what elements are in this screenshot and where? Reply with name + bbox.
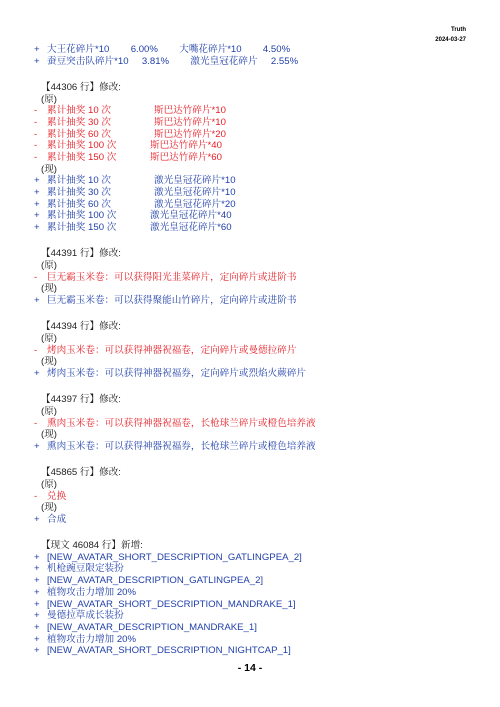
line-text: 烤肉玉米卷：可以获得神器祝福卷，定向碎片或曼德拉碎片: [47, 344, 297, 356]
diff-marker: -: [34, 417, 38, 429]
added-line: [34, 441, 474, 453]
line-text: 【44391 行】修改:: [41, 248, 121, 260]
diff-marker: +: [34, 610, 40, 622]
diff-marker: +: [34, 586, 40, 598]
line-text: (现): [41, 429, 57, 441]
reward-text: 斯巴达竹碎片*10: [154, 116, 226, 128]
removed-line: [34, 152, 474, 164]
diff-marker: +: [34, 55, 40, 67]
line-text: 【45865 行】修改:: [41, 467, 121, 479]
added-line: [34, 222, 474, 234]
reward-text: 激光皇冠花碎片*60: [150, 222, 232, 234]
line-text: [NEW_AVATAR_SHORT_DESCRIPTION_GATLINGPEA_2]: [47, 551, 302, 563]
diff-marker: +: [34, 368, 40, 379]
section-heading: [34, 467, 474, 479]
line-text: 熏肉玉米卷：可以获得神器祝福卷，长枪球兰碎片或橙色培养液: [47, 417, 316, 429]
removed-line: [34, 272, 474, 284]
line-text: 【44397 行】修改:: [41, 394, 121, 406]
document-date: 2024-03-27: [435, 37, 466, 43]
line-text: 累计抽奖 100 次: [47, 210, 117, 222]
context-line: [34, 260, 474, 272]
context-line: [34, 94, 474, 106]
removed-line: [34, 418, 474, 430]
reward-text: 斯巴达竹碎片*10: [154, 105, 226, 117]
line-text: (现): [41, 283, 57, 295]
line-text: [NEW_AVATAR_DESCRIPTION_GATLINGPEA_2]: [47, 575, 264, 587]
added-line: [34, 563, 474, 575]
added-line: [34, 552, 474, 564]
line-text: (现): [41, 163, 57, 175]
line-text: 累计抽奖 60 次: [47, 198, 111, 210]
page-number: - 14 -: [237, 662, 263, 674]
diff-marker: +: [34, 175, 40, 187]
document-title: Truth: [451, 27, 466, 33]
reward-text: 斯巴达竹碎片*20: [154, 128, 226, 140]
line-text: [NEW_AVATAR_DESCRIPTION_MANDRAKE_1]: [47, 621, 257, 633]
diff-marker: -: [34, 140, 38, 152]
added-line: [34, 175, 474, 187]
diff-marker: +: [34, 295, 40, 307]
added-line: [34, 514, 474, 526]
added-line: [34, 599, 474, 611]
diff-marker: +: [34, 575, 40, 587]
line-text: (原): [41, 260, 57, 271]
added-line: [34, 44, 474, 56]
line-text: 【44394 行】修改:: [41, 321, 121, 333]
line-text: [NEW_AVATAR_SHORT_DESCRIPTION_NIGHTCAP_1]: [47, 645, 291, 657]
diff-marker: +: [34, 621, 40, 633]
removed-line: [34, 491, 474, 503]
line-text: 累计抽奖 10 次: [47, 105, 111, 117]
added-line: [34, 634, 474, 646]
line-text: 累计抽奖 30 次: [47, 187, 111, 199]
line-text: 巨无霸玉米卷：可以获得聚能山竹碎片，定向碎片或进阶书: [47, 295, 297, 307]
diff-marker: +: [34, 44, 40, 55]
diff-marker: +: [34, 198, 40, 210]
diff-marker: +: [34, 645, 40, 657]
diff-marker: +: [34, 563, 40, 575]
diff-marker: +: [34, 598, 40, 610]
removed-line: [34, 117, 474, 129]
diff-marker: +: [34, 222, 40, 234]
line-text: [NEW_AVATAR_SHORT_DESCRIPTION_MANDRAKE_1]: [47, 598, 296, 610]
line-text: 机枪豌豆限定装扮: [47, 563, 124, 575]
added-line: [34, 295, 474, 307]
reward-text: 激光皇冠花碎片*40: [150, 210, 232, 222]
added-line: [34, 575, 474, 587]
reward-text: 激光皇冠花碎片*20: [154, 198, 236, 210]
context-line: [34, 429, 474, 441]
reward-text: 激光皇冠花碎片*10: [154, 175, 236, 187]
line-text: 曼德拉草成长装扮: [47, 610, 124, 622]
line-text: 【44306 行】修改:: [41, 81, 121, 93]
diff-marker: +: [34, 440, 40, 452]
added-line: [34, 587, 474, 599]
line-text: 累计抽奖 100 次: [47, 140, 117, 152]
line-text: 植物攻击力增加 20%: [47, 633, 137, 645]
context-line: [34, 164, 474, 176]
diff-marker: -: [34, 152, 38, 163]
added-line: [34, 610, 474, 622]
diff-marker: -: [34, 490, 38, 502]
line-text: 合成: [47, 513, 67, 525]
section-heading: [34, 248, 474, 260]
context-line: [34, 479, 474, 491]
added-line: [34, 368, 474, 380]
added-line: [34, 187, 474, 199]
diff-content: [34, 44, 474, 657]
line-text: (现): [41, 502, 57, 514]
line-text: (原): [41, 93, 57, 105]
line-text: (现): [41, 356, 57, 368]
context-line: [34, 356, 474, 368]
line-text: 烤肉玉米卷：可以获得神器祝福券，定向碎片或烈焰火蕨碎片: [47, 368, 307, 379]
reward-text: 斯巴达竹碎片*40: [150, 140, 222, 152]
context-line: [34, 502, 474, 514]
line-text: (原): [41, 478, 57, 490]
removed-line: [34, 129, 474, 141]
diff-marker: -: [34, 344, 38, 356]
line-text: (原): [41, 405, 57, 417]
line-text: 巨无霸玉米卷：可以获得阳光韭菜碎片，定向碎片或进阶书: [47, 271, 297, 283]
reward-text: 斯巴达竹碎片*60: [150, 152, 222, 163]
diff-marker: -: [34, 271, 38, 283]
added-line: [34, 56, 474, 68]
line-text: 累计抽奖 150 次: [47, 152, 117, 163]
added-line: [34, 645, 474, 657]
line-text: 累计抽奖 30 次: [47, 116, 111, 128]
diff-marker: +: [34, 551, 40, 563]
line-text: 大王花碎片*10 6.00% 大嘴花碎片*10 4.50%: [47, 44, 291, 55]
line-text: 累计抽奖 150 次: [47, 222, 117, 234]
diff-marker: +: [34, 187, 40, 199]
diff-marker: +: [34, 210, 40, 222]
context-line: [34, 283, 474, 295]
diff-marker: -: [34, 116, 38, 128]
context-line: [34, 406, 474, 418]
section-heading: [34, 540, 474, 552]
diff-marker: +: [34, 513, 40, 525]
context-line: [34, 333, 474, 345]
line-text: 兑换: [47, 490, 67, 502]
added-line: [34, 199, 474, 211]
removed-line: [34, 140, 474, 152]
diff-marker: -: [34, 105, 38, 117]
line-text: 累计抽奖 60 次: [47, 128, 111, 140]
removed-line: [34, 105, 474, 117]
reward-text: 激光皇冠花碎片*10: [154, 187, 236, 199]
section-heading: [34, 321, 474, 333]
added-line: [34, 622, 474, 634]
line-text: 植物攻击力增加 20%: [47, 586, 137, 598]
diff-marker: +: [34, 633, 40, 645]
section-heading: [34, 82, 474, 94]
removed-line: [34, 345, 474, 357]
line-text: 【现文 46084 行】新增:: [41, 540, 143, 552]
diff-marker: -: [34, 128, 38, 140]
line-text: 蚕豆突击队碎片*10 3.81% 激光皇冠花碎片 2.55%: [47, 55, 299, 67]
section-heading: [34, 394, 474, 406]
line-text: 累计抽奖 10 次: [47, 175, 111, 187]
line-text: 熏肉玉米卷：可以获得神器祝福券，长枪球兰碎片或橙色培养液: [47, 440, 316, 452]
added-line: [34, 210, 474, 222]
line-text: (原): [41, 332, 57, 344]
